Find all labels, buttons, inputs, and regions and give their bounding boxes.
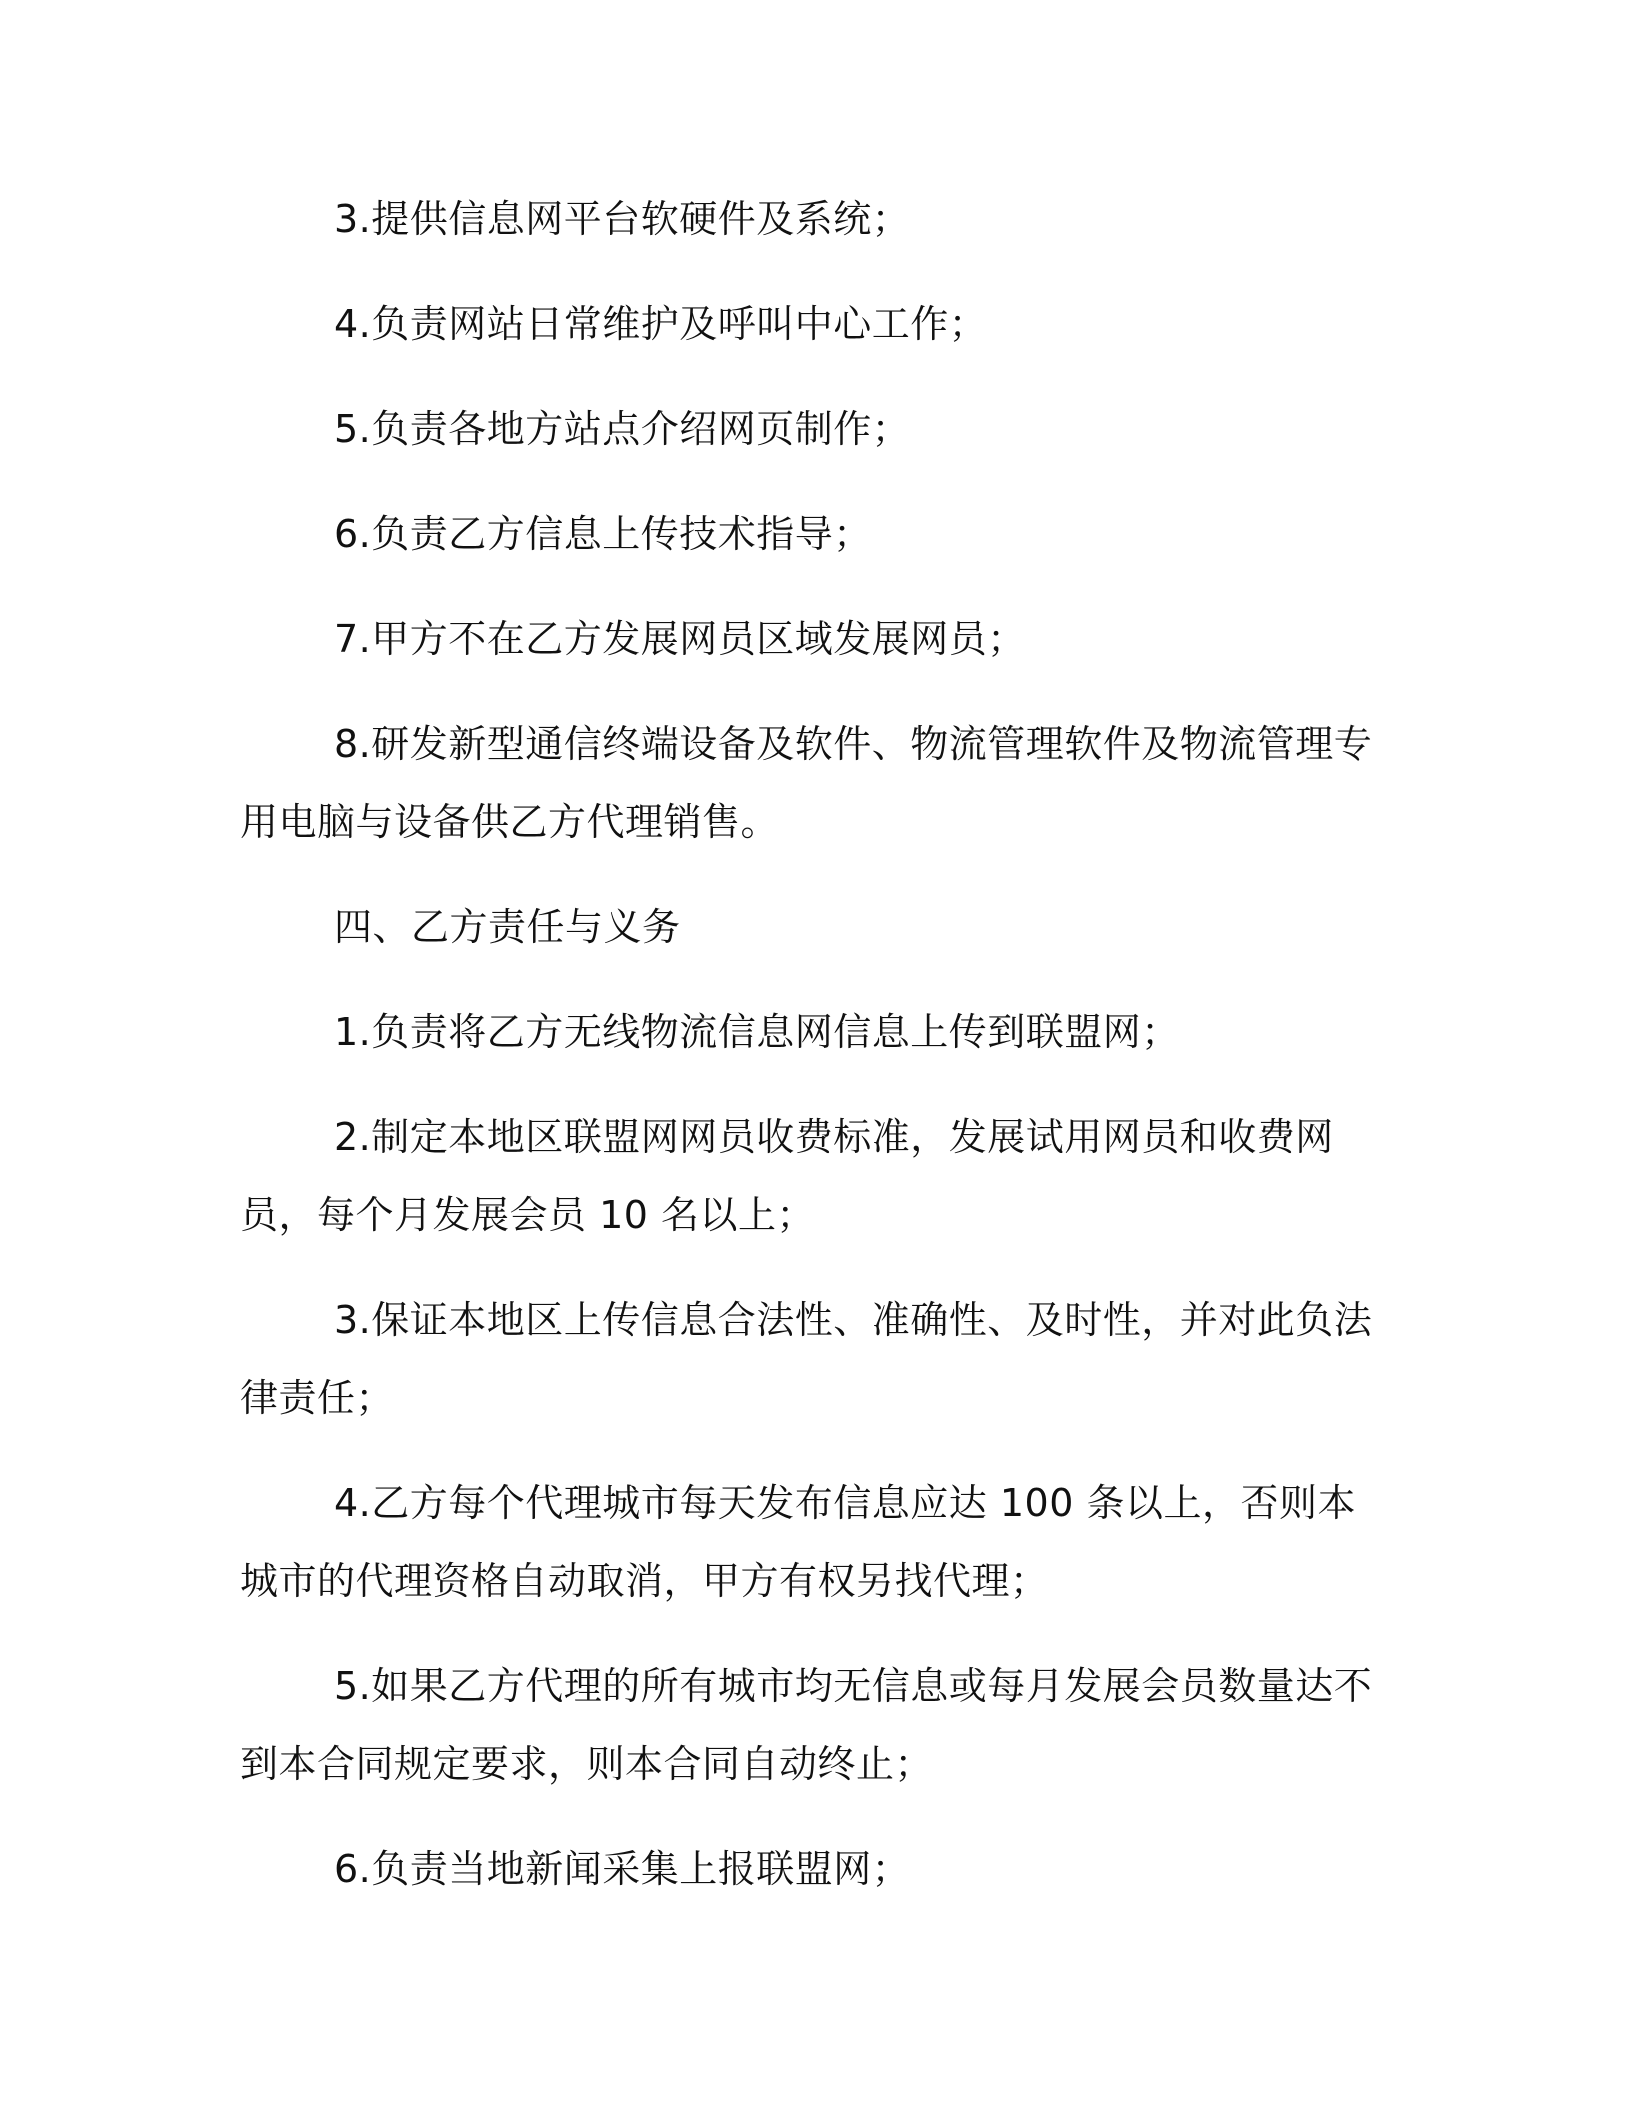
paragraph-item-5: 5.负责各地方站点介绍网页制作； — [334, 407, 911, 451]
section-heading: 四、乙方责任与义务 — [334, 905, 681, 949]
paragraph-duty-6: 6.负责当地新闻采集上报联盟网； — [334, 1847, 911, 1891]
paragraph-duty-5: 5.如果乙方代理的所有城市均无信息或每月发展会员数量达不到本合同规定要求，则本合同自动终止； — [240, 1664, 1373, 1786]
paragraph-item-8: 8.研发新型通信终端设备及软件、物流管理软件及物流管理专用电脑与设备供乙方代理销售。 — [240, 722, 1373, 844]
paragraph-item-6: 6.负责乙方信息上传技术指导； — [334, 512, 872, 556]
document-body — [240, 180, 1380, 1935]
paragraph-item-3: 3.提供信息网平台软硬件及系统； — [334, 197, 911, 241]
paragraph-duty-2: 2.制定本地区联盟网网员收费标准，发展试用网员和收费网员，每个月发展会员 10 名以上； — [240, 1115, 1334, 1237]
paragraph-duty-3: 3.保证本地区上传信息合法性、准确性、及时性，并对此负法律责任； — [240, 1298, 1373, 1420]
paragraph-duty-4: 4.乙方每个代理城市每天发布信息应达 100 条以上，否则本城市的代理资格自动取消，甲方有权另找代理； — [240, 1481, 1356, 1603]
paragraph-item-4: 4.负责网站日常维护及呼叫中心工作； — [334, 302, 988, 346]
paragraph-duty-1: 1.负责将乙方无线物流信息网信息上传到联盟网； — [334, 1010, 1180, 1054]
paragraph-item-7: 7.甲方不在乙方发展网员区域发展网员； — [334, 617, 1026, 661]
